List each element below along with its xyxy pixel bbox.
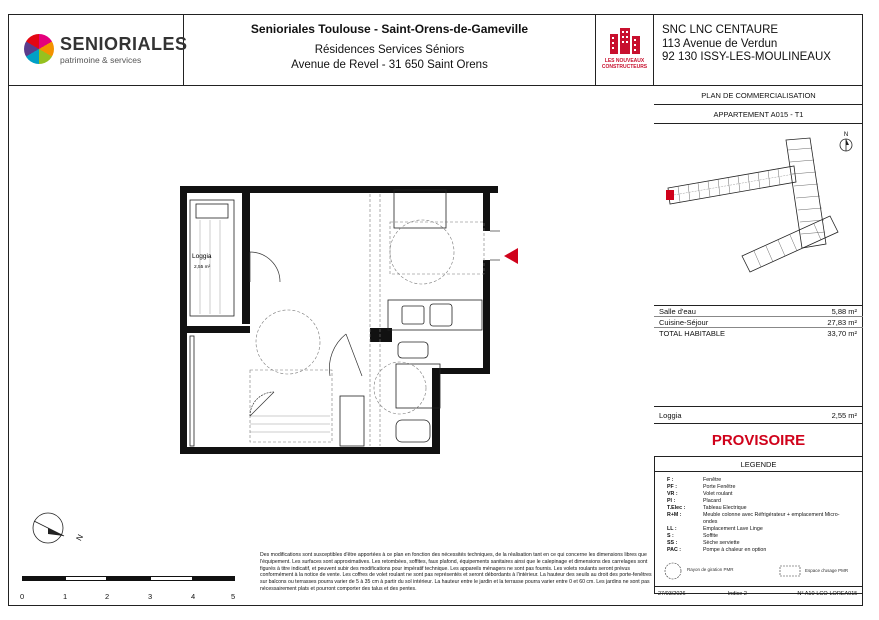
title-block-header	[8, 14, 863, 86]
sidebar-header	[654, 86, 863, 124]
total-label: TOTAL HABITABLE	[659, 329, 725, 338]
project-title: Senioriales Toulouse - Saint-Orens-de-Gameville	[250, 22, 529, 36]
apartment-location-marker	[666, 190, 674, 200]
legend-item: F : Fenêtre	[667, 477, 722, 483]
company-address	[654, 14, 863, 86]
surface-label: Salle d'eau	[659, 307, 696, 316]
scale-tick: 2	[105, 592, 110, 601]
total-value: 33,70 m²	[827, 329, 857, 338]
building-key-plan-drawing	[654, 124, 863, 306]
status-provisional: PROVISOIRE	[711, 432, 806, 449]
scale-tick: 5	[231, 592, 236, 601]
legend-item: T.Elec : Tableau Electrique	[667, 505, 747, 511]
pmr-space-label: Espace d'usage PMR	[805, 568, 849, 573]
brand-tagline: patrimoine & services	[60, 55, 142, 65]
pmr-turning-circle-icon	[663, 561, 683, 581]
plan-reference: N° A10-LCO-LOREA015	[797, 591, 858, 597]
surface-value: 5,88 m²	[831, 307, 857, 316]
north-arrow-icon	[838, 130, 854, 154]
legend-title: LEGENDE	[655, 457, 862, 472]
surface-row	[654, 317, 863, 328]
entrance-marker-icon	[504, 248, 518, 264]
builder-logo-icon	[608, 26, 642, 54]
compass-icon	[28, 508, 88, 552]
scale-segment	[150, 576, 193, 581]
legend	[654, 456, 863, 594]
floor-plan	[170, 180, 530, 455]
legend-item: R+M : Meuble colonne avec Réfrigérateur + emplacement Micro-ondes	[667, 512, 840, 525]
north-label: N	[843, 132, 849, 138]
scale-tick: 1	[63, 592, 68, 601]
legend-item: Pl : Placard	[667, 498, 721, 504]
pmr-space-icon	[779, 565, 801, 577]
brand-logo-area	[8, 14, 188, 86]
surface-row	[654, 306, 863, 317]
project-subtitle: Résidences Services Séniors	[314, 44, 465, 56]
company-name: SNC LNC CENTAURE	[662, 24, 779, 36]
compass-north-label: N	[74, 533, 86, 543]
loggia-label: Loggia	[659, 411, 682, 420]
scale-segment	[193, 576, 235, 581]
project-address: Avenue de Revel - 31 650 Saint Orens	[291, 59, 488, 71]
surface-label: Cuisine-Séjour	[659, 318, 709, 327]
legend-item: PF : Porte Fenêtre	[667, 484, 736, 490]
builder-logo	[596, 14, 654, 86]
scale-segment	[107, 576, 150, 581]
scale-tick: 0	[20, 592, 25, 601]
project-info	[184, 14, 596, 86]
scale-segment	[22, 576, 65, 581]
legend-item: SS : Sèche serviette	[667, 540, 740, 546]
surface-value: 27,83 m²	[827, 318, 857, 327]
builder-logo-text: LES NOUVEAUX CONSTRUCTEURS	[601, 58, 648, 70]
total-row	[654, 328, 863, 339]
apartment-label: APPARTEMENT A015 - T1	[654, 105, 863, 124]
loggia-value: 2,55 m²	[831, 411, 857, 420]
scale-tick: 3	[148, 592, 153, 601]
company-city: 92 130 ISSY-LES-MOULINEAUX	[662, 51, 831, 63]
plan-walls	[180, 186, 498, 454]
scale-segment	[65, 576, 107, 581]
brand-logo-icon	[24, 34, 54, 64]
graphic-scale	[22, 576, 237, 606]
plan-loggia-area: 2,55 m²	[194, 265, 211, 270]
plan-loggia-label: Loggia	[192, 253, 212, 260]
disclaimer-text: Des modifications sont susceptibles d'être apportées à ce plan en fonction des nécessités techniques, de la réalisation tant en ce qui concerne les dimensions libres que l'équipement. Les surfaces sont approximatives. Les retombées, soffites, faux plafond, équipements sanitaires ainsi que le calepinage et dimensions des carrelages sont figurés à titre indicatif, et peuvent subir des modifications pour impératif technique. Les appareils ménagers ne sont pas fournis. Les volets roulants seront prévus conformément à la notice de vente. Les coffres de volet roulant ne sont pas représentés et seront débordants à l'intérieur. La hauteur des seuils au droit des porte-fenêtres sur balcons ou terrasses pourra varier de 5 à 35 cm à partir du sol intérieur. La hauteur entre le jardin et la terrasse pourra varier entre 0 et 60 cm. Les jardins ne sont pas nécessairement plats et pourront comporter des talus et des pentes.	[260, 552, 652, 592]
legend-item: LL : Emplacement Lave Linge	[667, 526, 763, 532]
pmr-turning-label: Rayon de giration PMR	[687, 567, 734, 572]
legend-item: PAC : Pompe à chaleur en option	[667, 547, 767, 553]
company-street: 113 Avenue de Verdun	[662, 37, 778, 50]
building-key-plan	[654, 124, 863, 306]
plan-type: PLAN DE COMMERCIALISATION	[654, 86, 863, 105]
legend-item: S : Soffite	[667, 533, 718, 539]
loggia-row	[654, 406, 863, 424]
brand-name: SENIORIALES	[60, 34, 188, 54]
legend-item: VR : Volet roulant	[667, 491, 733, 497]
surface-table	[654, 306, 863, 339]
title-block-footer	[654, 586, 863, 606]
plan-date: 27/03/2026	[658, 591, 686, 597]
plan-index: Indice 2	[727, 591, 747, 597]
scale-tick: 4	[191, 592, 196, 601]
